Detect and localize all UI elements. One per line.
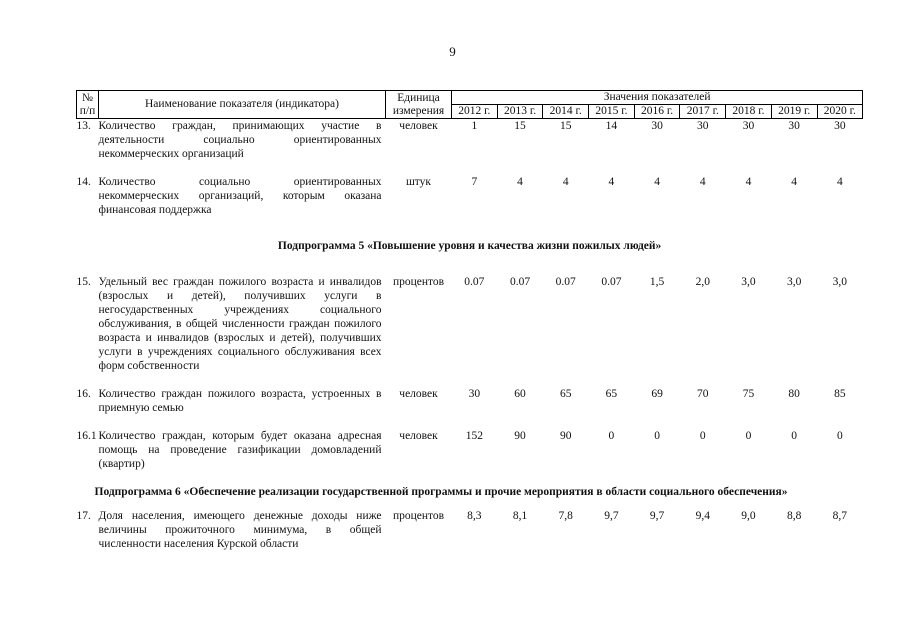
row-number: 13. [76, 120, 91, 132]
row-number: 15. [76, 276, 91, 288]
row-number: 16.1 [76, 430, 97, 442]
row-value: 0.07 [601, 276, 622, 288]
row-value: 30 [697, 120, 709, 132]
row-value: 90 [514, 430, 526, 442]
row-value: 8,1 [512, 510, 528, 522]
row-value: 4 [608, 176, 615, 188]
row-value: 15 [514, 120, 526, 132]
row-indicator-name: Количество граждан, принимающих участие в деятельности социально ориентированных некоммерческих организаций [98, 120, 382, 160]
spacer-row [77, 161, 863, 175]
row-value: 0 [791, 430, 798, 442]
row-value: 0 [608, 430, 615, 442]
row-indicator-name: Количество социально ориентированных некоммерческих организаций, которым оказана финансовая поддержка [98, 176, 382, 216]
table-row [77, 509, 863, 551]
row-value: 4 [517, 176, 523, 188]
row-value: 30 [834, 120, 846, 132]
row-value: 0 [745, 430, 752, 442]
row-unit: человек [399, 388, 438, 400]
spacer-row [77, 373, 863, 387]
row-value: 9,7 [604, 510, 619, 522]
row-value: 1,5 [649, 276, 665, 288]
row-value: 4 [836, 176, 843, 188]
table-row [77, 387, 863, 415]
spacer-cell [77, 261, 863, 275]
row-value: 85 [834, 388, 846, 400]
subprogram-6-heading-row [77, 485, 863, 509]
row-value: 4 [791, 176, 798, 188]
row-value: 30 [468, 388, 481, 400]
header-year: 2013 г. [497, 105, 543, 119]
row-value: 7 [471, 176, 478, 188]
row-value: 8,8 [786, 510, 802, 522]
row-indicator-name: Удельный вес граждан пожилого возраста и инвалидов (взрослых и детей), получивших услуги в негосударственных учреждениях социального обслуживания, в общей численности граждан пожилого возраста и инвалидов (взрослых и детей), получивших услуги в учреждениях социального обслуживания всех форм собственности [98, 276, 382, 372]
row-value: 2,0 [695, 276, 710, 288]
subprogram-5-heading: Подпрограмма 5 «Повышение уровня и качества жизни пожилых людей» [277, 240, 662, 252]
row-value: 3,0 [741, 276, 756, 288]
header-year: 2012 г. [452, 105, 498, 119]
header-year: 2015 г. [589, 105, 635, 119]
table-row [77, 275, 863, 373]
table-body [77, 119, 863, 552]
spacer-cell [77, 373, 863, 387]
header-num [77, 91, 99, 119]
row-value: 4 [654, 176, 660, 188]
row-value: 152 [465, 430, 483, 442]
row-value: 0.07 [509, 276, 531, 288]
row-value: 70 [697, 388, 709, 400]
table-row [77, 429, 863, 471]
header-name: Наименование показателя (индикатора) [99, 91, 386, 119]
header-year: 2019 г. [771, 105, 817, 119]
row-value: 65 [559, 388, 572, 400]
row-unit: процентов [392, 510, 445, 522]
row-value: 0.07 [555, 276, 576, 288]
header-year: 2014 г. [543, 105, 589, 119]
row-value: 30 [788, 120, 800, 132]
header-num-line1: № [82, 91, 93, 104]
row-value: 65 [605, 388, 618, 400]
spacer-cell [77, 161, 863, 175]
table-row [77, 175, 863, 217]
row-unit: человек [399, 430, 438, 442]
header-unit-line1: Единица [397, 91, 440, 104]
row-value: 75 [742, 388, 755, 400]
row-value: 3,0 [786, 276, 802, 288]
row-value: 4 [562, 176, 569, 188]
row-value: 1 [471, 120, 478, 132]
header-unit-line2: измерения [392, 104, 445, 117]
row-indicator-name: Количество граждан, которым будет оказана адресная помощь на проведение газификации домовладений (квартир) [98, 430, 382, 470]
row-value: 90 [559, 430, 572, 442]
row-value: 14 [605, 120, 618, 132]
header-year: 2016 г. [634, 105, 680, 119]
header-unit [386, 91, 452, 119]
row-unit: человек [399, 120, 438, 132]
row-unit: процентов [392, 276, 445, 288]
indicators-table [76, 90, 863, 551]
row-indicator-name: Количество граждан пожилого возраста, устроенных в приемную семью [98, 388, 382, 414]
page-number: 9 [449, 44, 456, 59]
row-value: 30 [651, 120, 663, 132]
row-number: 17. [76, 510, 91, 522]
row-value: 30 [742, 120, 755, 132]
header-year: 2018 г. [726, 105, 772, 119]
subprogram-5-heading-row [77, 231, 863, 261]
row-number: 14. [76, 176, 91, 188]
row-value: 9,4 [695, 510, 710, 522]
row-value: 0.07 [464, 276, 485, 288]
table-header [77, 91, 863, 119]
row-value: 8,7 [832, 510, 848, 522]
row-value: 0 [654, 430, 660, 442]
row-value: 4 [699, 176, 706, 188]
header-year: 2020 г. [817, 105, 863, 119]
row-indicator-name: Доля населения, имеющего денежные доходы ниже величины прожиточного минимума, в общей численности населения Курской области [98, 510, 382, 550]
spacer-row [77, 217, 863, 231]
subprogram-6-heading: Подпрограмма 6 «Обеспечение реализации государственной программы и прочие мероприятия в области социального обеспечения» [94, 486, 788, 498]
spacer-cell [77, 217, 863, 231]
spacer-row [77, 415, 863, 429]
header-year: 2017 г. [680, 105, 726, 119]
spacer-row [77, 261, 863, 275]
spacer-cell [77, 471, 863, 485]
header-values: Значения показателей [452, 91, 863, 105]
row-value: 69 [651, 388, 663, 400]
row-value: 0 [699, 430, 706, 442]
row-number: 16. [76, 388, 91, 400]
row-value: 15 [559, 120, 572, 132]
table-row [77, 119, 863, 162]
row-value: 80 [788, 388, 800, 400]
row-value: 60 [514, 388, 526, 400]
row-value: 9,0 [741, 510, 756, 522]
spacer-row [77, 471, 863, 485]
row-value: 0 [836, 430, 843, 442]
row-value: 8,3 [467, 510, 482, 522]
row-value: 7,8 [558, 510, 573, 522]
row-unit: штук [405, 176, 432, 188]
row-value: 4 [745, 176, 752, 188]
header-num-line2: п/п [79, 104, 96, 117]
row-value: 3,0 [832, 276, 848, 288]
row-value: 9,7 [649, 510, 665, 522]
spacer-cell [77, 415, 863, 429]
